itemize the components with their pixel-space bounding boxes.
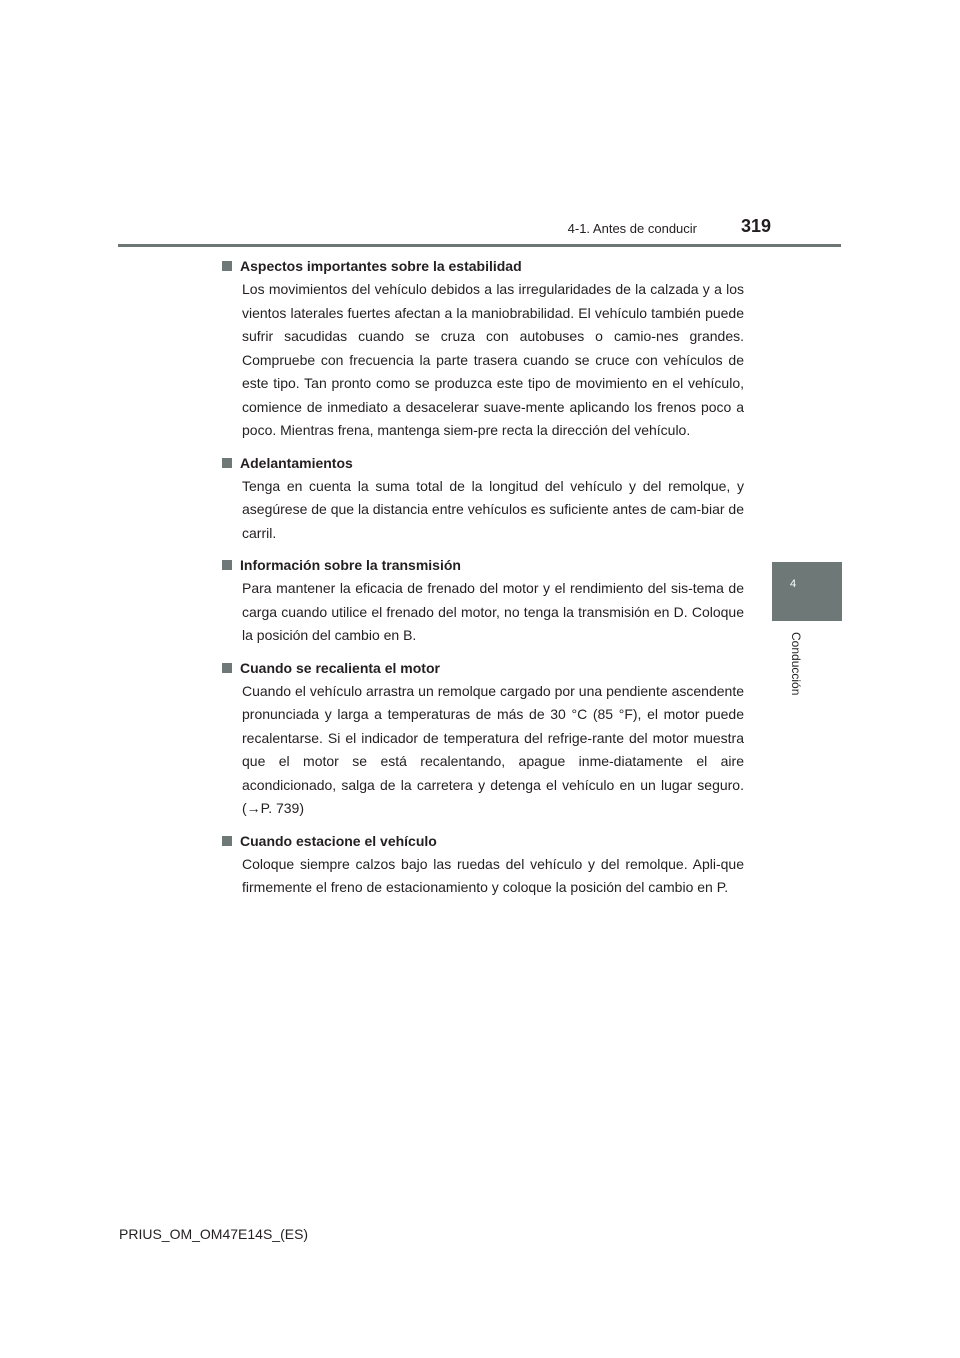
square-bullet-icon bbox=[222, 560, 232, 570]
section-body: Cuando el vehículo arrastra un remolque cargado por una pendiente ascendente pronunciada y larga a temperaturas de más de 30 °C (85 °F), el motor puede recalentarse. Si el indicador de temperatura del refrige-rante del motor muestra que el motor se está recalentando, apague inme-diatamente el aire acondicionado, salga de la carretera y detenga el vehículo en un lugar seguro. (→P. 739) bbox=[242, 682, 744, 816]
page-content bbox=[222, 254, 744, 908]
section-overtaking bbox=[222, 451, 744, 546]
document-code: PRIUS_OM_OM47E14S_(ES) bbox=[119, 1226, 309, 1242]
square-bullet-icon bbox=[222, 458, 232, 468]
section-heading bbox=[222, 254, 744, 278]
header-divider bbox=[118, 244, 841, 247]
section-heading bbox=[222, 451, 744, 475]
page-number: 319 bbox=[741, 216, 772, 236]
section-body: Los movimientos del vehículo debidos a las irregularidades de la calzada y a los vientos laterales fuertes afectan a la maniobrabilidad. El vehículo también puede sufrir sacudidas cuando se cruza con autobuses o camio-nes grandes. Compruebe con frecuencia la parte trasera cuando se cruce con vehículos de este tipo. Tan pronto como se produzca este tipo de movimiento en el vehículo, comience de inmediato a desacelerar suave-mente aplicando los frenos poco a poco. Mientras frena, mantenga siem-pre recta la dirección del vehículo. bbox=[242, 281, 744, 438]
square-bullet-icon bbox=[222, 836, 232, 846]
section-body: Tenga en cuenta la suma total de la longitud del vehículo y del remolque, y asegúrese de que la distancia entre vehículos es suficiente antes de cam-biar de carril. bbox=[242, 477, 744, 541]
section-body: Coloque siempre calzos bajo las ruedas del vehículo y del remolque. Apli-que firmemente el freno de estacionamiento y coloque la posición del cambio en P. bbox=[242, 855, 744, 895]
section-heading-text: Cuando estacione el vehículo bbox=[240, 832, 437, 849]
section-overheating bbox=[222, 656, 744, 821]
section-body: Para mantener la eficacia de frenado del motor y el rendimiento del sis-tema de carga cuando utilice el frenado del motor, no tenga la transmisión en D. Coloque la posición del cambio en B. bbox=[242, 580, 744, 643]
section-stability bbox=[222, 254, 744, 443]
section-heading bbox=[222, 656, 744, 680]
chapter-label: Conducción bbox=[789, 632, 803, 696]
chapter-number: 4 bbox=[790, 578, 797, 590]
section-heading-text: Aspectos importantes sobre la estabilidad bbox=[240, 258, 522, 274]
section-heading bbox=[222, 829, 744, 853]
section-heading bbox=[222, 553, 744, 577]
section-heading-text: Cuando se recalienta el motor bbox=[240, 659, 440, 676]
section-heading-text: Información sobre la transmisión bbox=[240, 557, 461, 573]
square-bullet-icon bbox=[222, 261, 232, 271]
square-bullet-icon bbox=[222, 663, 232, 673]
header-section-title: 4-1. Antes de conducir bbox=[567, 221, 697, 236]
chapter-tab bbox=[772, 562, 842, 621]
section-parking bbox=[222, 829, 744, 900]
section-heading-text: Adelantamientos bbox=[240, 454, 353, 471]
section-transmission bbox=[222, 553, 744, 648]
